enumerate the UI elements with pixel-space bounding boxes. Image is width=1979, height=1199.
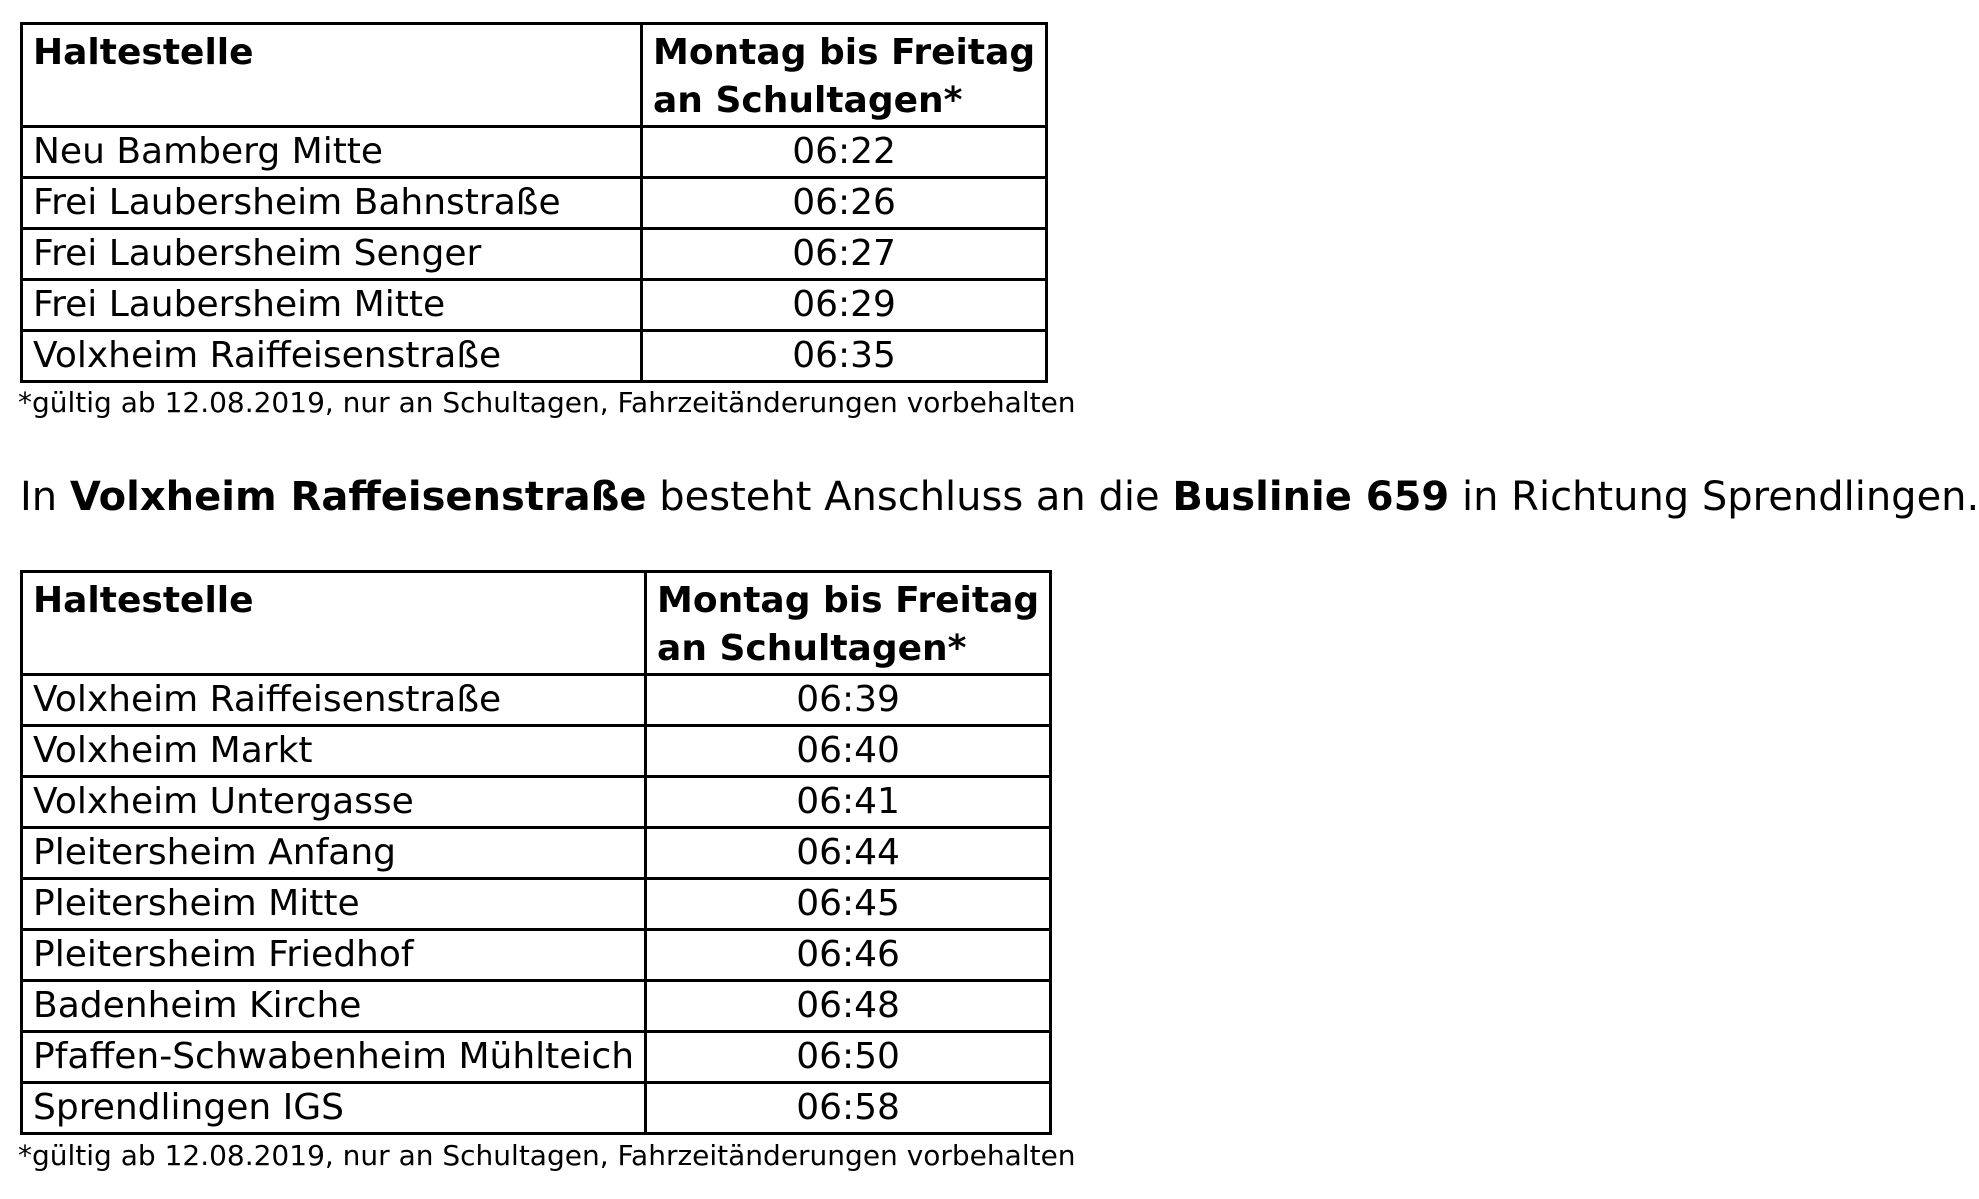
table-row <box>22 331 1047 382</box>
connection-middle: besteht Anschluss an die <box>646 474 1173 520</box>
connection-stop: Volxheim Raffeisenstraße <box>69 474 647 520</box>
departure-time: 06:46 <box>646 930 1051 981</box>
stop-name: Volxheim Raiffeisenstraße <box>22 331 642 382</box>
stop-name: Pleitersheim Mitte <box>22 879 646 930</box>
table-row <box>22 879 1051 930</box>
stop-name: Pleitersheim Friedhof <box>22 930 646 981</box>
stop-name: Pfaffen-Schwabenheim Mühlteich <box>22 1032 646 1083</box>
table-row <box>22 981 1051 1032</box>
header-stop: Haltestelle <box>22 572 646 675</box>
table-row <box>22 229 1047 280</box>
connection-note <box>20 470 1979 524</box>
departure-time: 06:41 <box>646 777 1051 828</box>
header-days-line1: Montag bis Freitag <box>657 580 1040 621</box>
stop-name: Volxheim Markt <box>22 726 646 777</box>
departure-time: 06:45 <box>646 879 1051 930</box>
table-row <box>22 828 1051 879</box>
stop-name: Frei Laubersheim Mitte <box>22 280 642 331</box>
departure-time: 06:27 <box>642 229 1047 280</box>
departure-time: 06:40 <box>646 726 1051 777</box>
table-row <box>22 1083 1051 1134</box>
departure-time: 06:50 <box>646 1032 1051 1083</box>
connection-suffix: in Richtung Sprendlingen. <box>1449 474 1979 520</box>
header-days-line2: an Schultagen* <box>653 80 963 121</box>
table-row <box>22 930 1051 981</box>
header-days-line2: an Schultagen* <box>657 628 967 669</box>
table-row <box>22 178 1047 229</box>
table-row <box>22 280 1047 331</box>
departure-time: 06:22 <box>642 127 1047 178</box>
timetable-1 <box>20 22 1048 383</box>
departure-time: 06:35 <box>642 331 1047 382</box>
connection-prefix: In <box>20 474 70 520</box>
header-days-line1: Montag bis Freitag <box>653 32 1036 73</box>
departure-time: 06:39 <box>646 675 1051 726</box>
departure-time: 06:44 <box>646 828 1051 879</box>
header-days <box>646 572 1051 675</box>
stop-name: Badenheim Kirche <box>22 981 646 1032</box>
footnote-1: *gültig ab 12.08.2019, nur an Schultagen, Fahrzeitänderungen vorbehalten <box>18 386 1076 419</box>
stop-name: Frei Laubersheim Bahnstraße <box>22 178 642 229</box>
stop-name: Neu Bamberg Mitte <box>22 127 642 178</box>
table-row <box>22 726 1051 777</box>
stop-name: Volxheim Raiffeisenstraße <box>22 675 646 726</box>
stop-name: Pleitersheim Anfang <box>22 828 646 879</box>
stop-name: Frei Laubersheim Senger <box>22 229 642 280</box>
timetable-2 <box>20 570 1052 1135</box>
departure-time: 06:58 <box>646 1083 1051 1134</box>
table-header-row <box>22 24 1047 127</box>
departure-time: 06:29 <box>642 280 1047 331</box>
header-days <box>642 24 1047 127</box>
table-row <box>22 675 1051 726</box>
header-stop: Haltestelle <box>22 24 642 127</box>
table-header-row <box>22 572 1051 675</box>
table-row <box>22 127 1047 178</box>
connection-line: Buslinie 659 <box>1172 474 1450 520</box>
table-row <box>22 1032 1051 1083</box>
footnote-2: *gültig ab 12.08.2019, nur an Schultagen, Fahrzeitänderungen vorbehalten <box>18 1139 1076 1172</box>
departure-time: 06:26 <box>642 178 1047 229</box>
stop-name: Sprendlingen IGS <box>22 1083 646 1134</box>
stop-name: Volxheim Untergasse <box>22 777 646 828</box>
table-row <box>22 777 1051 828</box>
departure-time: 06:48 <box>646 981 1051 1032</box>
